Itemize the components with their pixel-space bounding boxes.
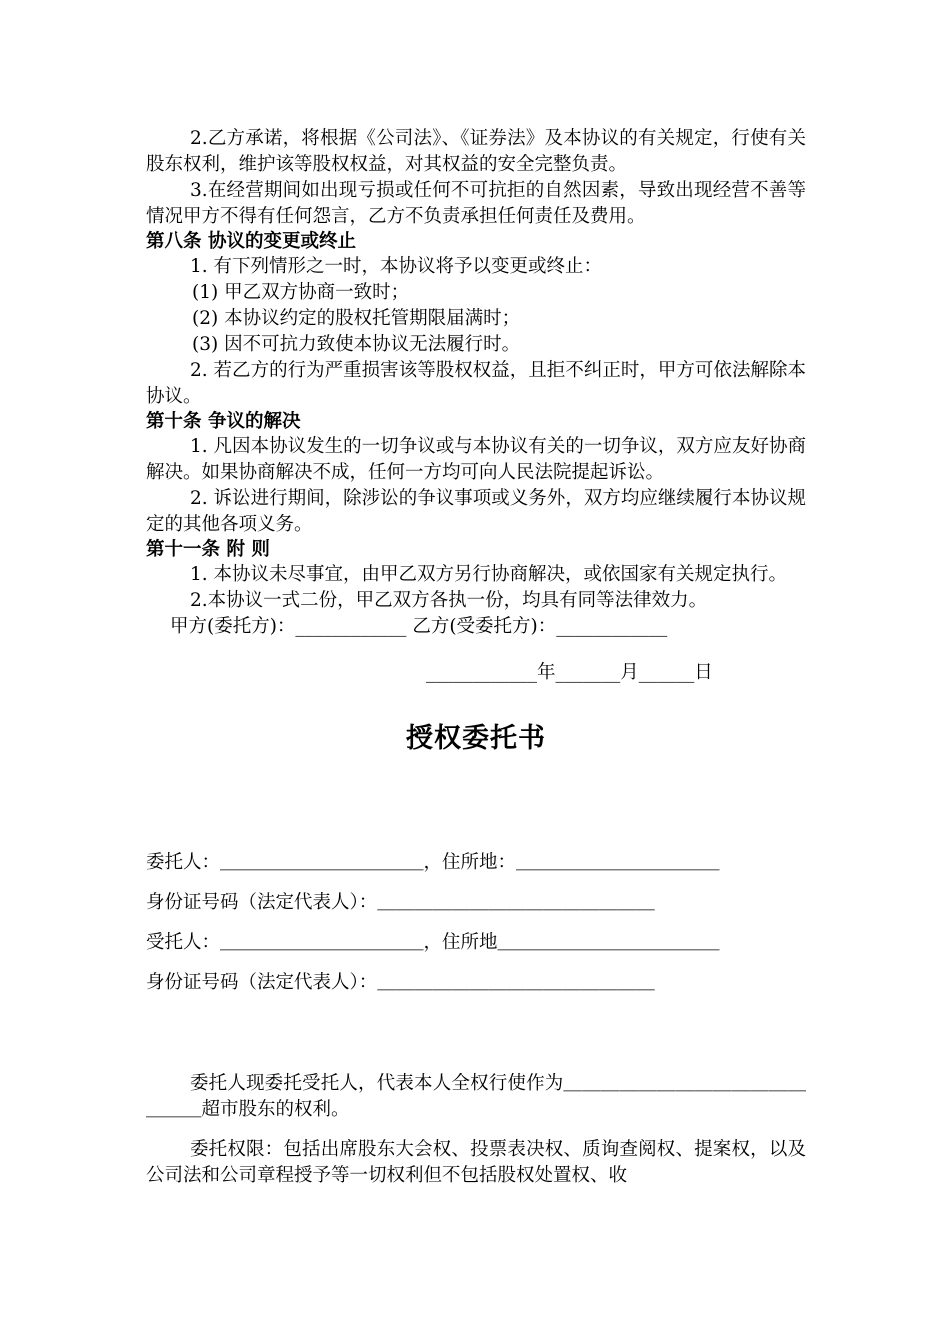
authorization-body (146, 1071, 806, 1189)
clause-8-heading: 第八条 协议的变更或终止 (146, 231, 356, 252)
clause-10-item-1: 1. 凡因本协议发生的一切争议或与本协议有关的一切争议，双方应友好协商解决。如果协商解决不成，任何一方均可向人民法院提起诉讼。 (146, 436, 806, 483)
clause-7-item-2: 2.乙方承诺，将根据《公司法》、《证券法》及本协议的有关规定，行使有关股东权利，维护该等股权权益，对其权益的安全完整负责。 (146, 128, 806, 175)
clause-7-item-3: 3.在经营期间如出现亏损或任何不可抗拒的自然因素，导致出现经营不善等情况甲方不得有任何怨言，乙方不负责承担任何责任及费用。 (146, 180, 806, 227)
agent-row: 受托人：＿＿＿＿＿＿＿＿＿＿＿，住所地＿＿＿＿＿＿＿＿＿＿＿＿ (146, 932, 720, 953)
agent-id-row: 身份证号码（法定代表人）：＿＿＿＿＿＿＿＿＿＿＿＿＿＿＿ (146, 972, 655, 993)
clause-10-heading: 第十条 争议的解决 (146, 411, 301, 432)
authorization-form (146, 843, 806, 1003)
clause-8-item-1: 1. 有下列情形之一时，本协议将予以变更或终止： (190, 256, 603, 277)
date-line: ____________年_______月______日 (426, 662, 713, 683)
signature-line: 甲方(委托方)：____________ 乙方(受委托方)：____________ (170, 616, 668, 637)
clause-8-subitem-2: (2) 本协议约定的股权托管期限届满时； (192, 308, 521, 329)
clause-11-item-2: 2.本协议一式二份，甲乙双方各执一份，均具有同等法律效力。 (190, 590, 708, 611)
authorization-statement: 委托人现委托受托人，代表本人全权行使作为＿＿＿＿＿＿＿＿＿＿＿＿＿＿＿＿超市股东的权利。 (146, 1073, 806, 1120)
clause-8-item-2: 2. 若乙方的行为严重损害该等股权权益，且拒不纠正时，甲方可依法解除本协议。 (146, 360, 806, 407)
clause-8-subitem-3: (3) 因不可抗力致使本协议无法履行时。 (192, 334, 521, 355)
clause-11-heading: 第十一条 附 则 (146, 539, 270, 560)
form-title: 授权委托书 (406, 723, 546, 754)
authorization-scope: 委托权限：包括出席股东大会权、投票表决权、质询查阅权、提案权，以及公司法和公司章程授予等一切权利但不包括股权处置权、收 (146, 1139, 806, 1186)
principal-row: 委托人：＿＿＿＿＿＿＿＿＿＿＿，住所地：＿＿＿＿＿＿＿＿＿＿＿ (146, 852, 720, 873)
clause-10-item-2: 2. 诉讼进行期间，除涉讼的争议事项或义务外，双方均应继续履行本协议规定的其他各项义务。 (146, 488, 806, 535)
clause-11-item-1: 1. 本协议未尽事宜，由甲乙双方另行协商解决，或依国家有关规定执行。 (190, 564, 788, 585)
clause-8-subitem-1: (1) 甲乙双方协商一致时； (192, 282, 410, 303)
principal-id-row: 身份证号码（法定代表人）：＿＿＿＿＿＿＿＿＿＿＿＿＿＿＿ (146, 892, 655, 913)
document-page (146, 126, 806, 1203)
